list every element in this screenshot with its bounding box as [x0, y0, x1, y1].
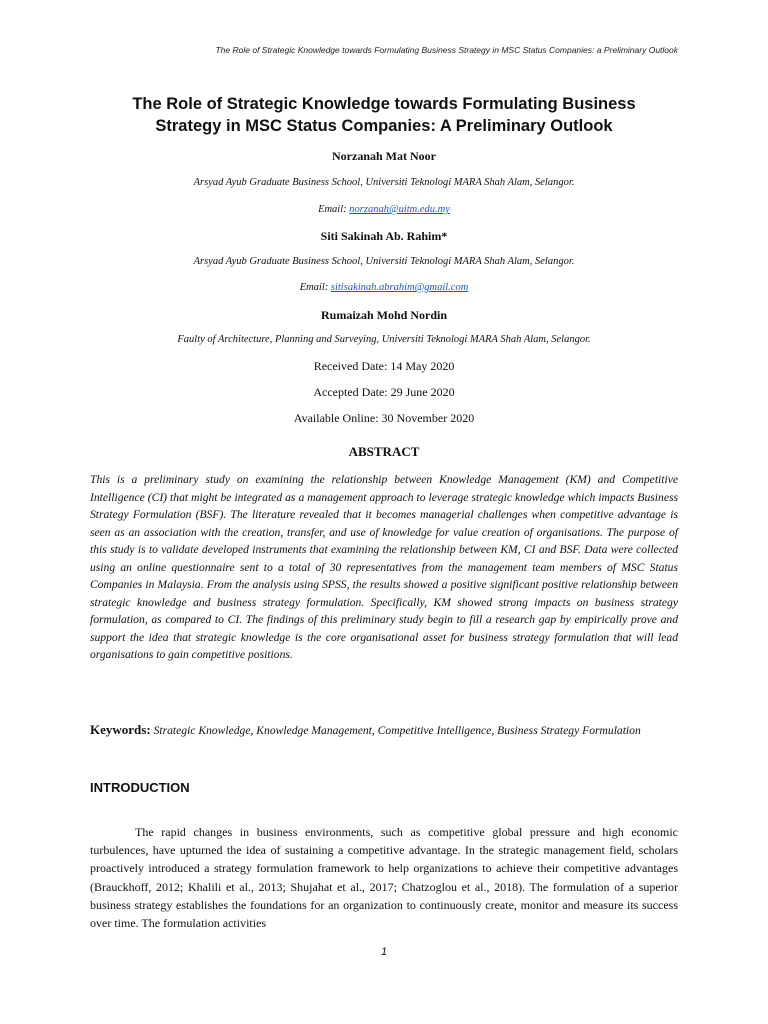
author-email-link-2[interactable]: sitisakinah.abrahim@gmail.com	[330, 282, 469, 293]
accepted-date: Accepted Date: 29 June 2020	[313, 385, 455, 399]
section-heading-introduction: INTRODUCTION	[90, 780, 190, 795]
title-line-1: The Role of Strategic Knowledge towards Formulating Business	[132, 95, 636, 113]
paper-title	[80, 93, 688, 137]
abstract-heading: ABSTRACT	[348, 444, 420, 459]
received-date: Received Date: 14 May 2020	[313, 359, 455, 373]
author-affiliation-1: Arsyad Ayub Graduate Business School, Universiti Teknologi MARA Shah Alam, Selangor.	[193, 177, 575, 188]
author-affiliation-2: Arsyad Ayub Graduate Business School, Universiti Teknologi MARA Shah Alam, Selangor.	[193, 256, 575, 267]
author-affiliation-3: Faulty of Architecture, Planning and Surveying, Universiti Teknologi MARA Shah Alam, Selangor.	[177, 334, 591, 345]
keywords	[90, 721, 678, 740]
author-name-1: Norzanah Mat Noor	[332, 149, 436, 163]
available-online-date: Available Online: 30 November 2020	[293, 411, 475, 425]
keywords-text: Strategic Knowledge, Knowledge Management, Competitive Intelligence, Business Strategy Formulation	[153, 724, 641, 737]
author-email-link-1[interactable]: norzanah@uitm.edu.my	[349, 204, 450, 215]
abstract-text: This is a preliminary study on examining the relationship between Knowledge Management (KM) and Competitive Intelligence (CI) that might be integrated as a management approach to leverage strategic knowledge which impacts Business Strategy Formulation (BSF). The literature revealed that it becomes managerial challenges when competitive advantage is seen as an association with the creation, transfer, and use of knowledge for value creation of organisations. The purpose of this study is to validate developed instruments that examining the relationship between KM, CI and BSF. Data were collected using an online questionnaire sent to a total of 30 representatives from the management team members of MSC Status Companies in Malaysia. From the analysis using SPSS, the results showed a positive significant positive relationship between strategic knowledge and business strategy formulation. Specifically, KM showed strong impacts on business strategy formulation, as compared to CI. The findings of this preliminary study begin to fill a research gap by empirically prove and support the idea that strategic knowledge is the core organisational asset for business strategy formulation that will lead organisations to gain competitive positions.	[90, 473, 678, 661]
author-email-line-1	[80, 204, 688, 215]
intro-paragraph: The rapid changes in business environments, such as competitive global pressure and high economic turbulences, have upturned the idea of sustaining a competitive advantage. In the strategic management field, scholars proactively introduced a strategy formulation framework to help organizations to achieve their competitive advantages (Brauckhoff, 2012; Khalili et al., 2013; Shujahat et al., 2017; Chatzoglou et al., 2018). The formulation of a superior business strategy establishes the foundations for an organization to continuously create, monitor and measure its success over time. The formulation activities	[90, 825, 678, 931]
email-label: Email:	[318, 204, 350, 215]
title-line-2: Strategy in MSC Status Companies: A Preliminary Outlook	[155, 117, 613, 135]
running-head: The Role of Strategic Knowledge towards Formulating Business Strategy in MSC Status Companies: a Preliminary Outlook	[215, 45, 678, 55]
keywords-label: Keywords:	[90, 722, 151, 737]
author-email-line-2	[80, 282, 688, 293]
author-name-2: Siti Sakinah Ab. Rahim*	[320, 229, 448, 243]
email-label: Email:	[299, 282, 331, 293]
author-name-3: Rumaizah Mohd Nordin	[320, 308, 448, 322]
page-number: 1	[380, 946, 388, 958]
